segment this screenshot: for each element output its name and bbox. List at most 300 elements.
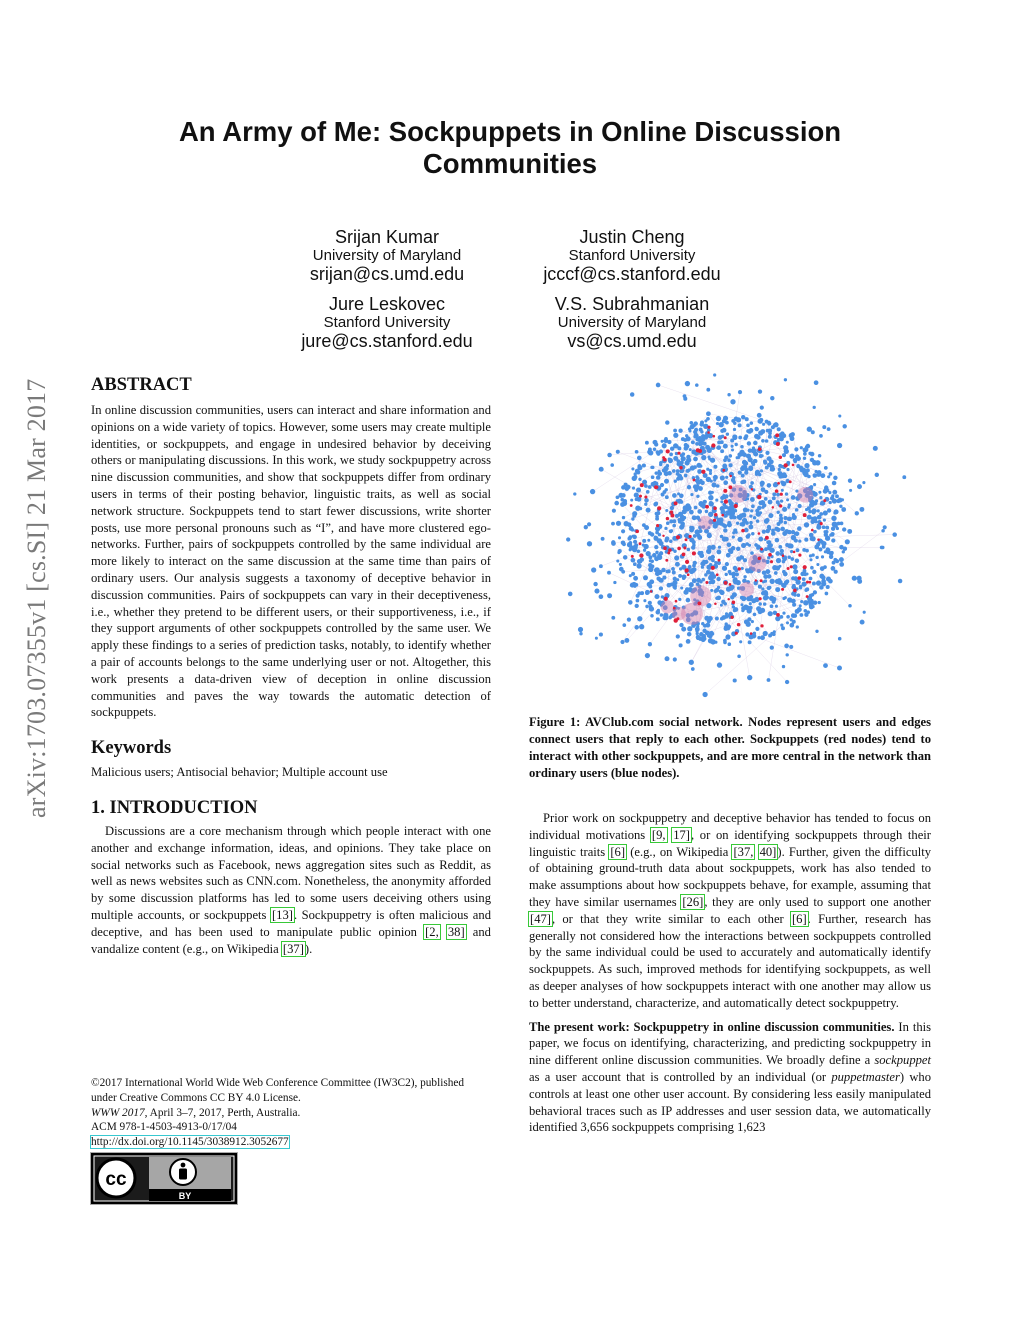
ordinary-user-node (794, 532, 797, 535)
sockpuppet-node (806, 581, 809, 584)
ordinary-user-node (673, 586, 676, 589)
cc-by-license-badge[interactable] (90, 1152, 238, 1205)
ordinary-user-node (768, 527, 771, 530)
cc-by-logo (91, 1153, 237, 1204)
ordinary-user-node (790, 550, 793, 553)
ordinary-user-node (776, 493, 780, 497)
ordinary-user-node (780, 481, 783, 484)
sockpuppet-node (760, 548, 763, 551)
ordinary-user-node (666, 521, 670, 525)
ordinary-user-node (790, 618, 793, 621)
ordinary-user-node (755, 473, 758, 476)
citation-link[interactable]: 38] (447, 924, 465, 939)
ordinary-user-node (857, 579, 862, 584)
sockpuppet-node (758, 557, 761, 560)
ordinary-user-node (732, 592, 737, 597)
ordinary-user-node (824, 466, 828, 470)
ordinary-user-node (811, 430, 815, 434)
ordinary-user-node (699, 464, 702, 467)
ordinary-user-node (815, 499, 818, 502)
ordinary-user-node (632, 535, 635, 538)
sockpuppet-node (657, 506, 661, 510)
ordinary-user-node (741, 603, 744, 606)
ordinary-user-node (689, 448, 692, 451)
citation-link[interactable]: [47] (530, 911, 551, 926)
ordinary-user-node (797, 504, 801, 508)
ordinary-user-node (805, 445, 808, 448)
ordinary-user-node (616, 559, 619, 562)
ordinary-user-node (599, 467, 604, 472)
ordinary-user-node (838, 414, 841, 417)
ordinary-user-node (770, 466, 775, 471)
ordinary-user-node (859, 507, 864, 512)
ordinary-user-node (619, 563, 622, 566)
ordinary-user-node (760, 481, 765, 486)
ordinary-user-node (738, 390, 742, 394)
ordinary-user-node (816, 563, 819, 566)
sockpuppet-node (777, 482, 780, 485)
ordinary-user-node (717, 586, 720, 589)
ordinary-user-node (802, 577, 806, 581)
citation-link[interactable]: [6] (610, 844, 626, 859)
ordinary-user-node (680, 524, 685, 529)
ordinary-user-node (775, 551, 780, 556)
ordinary-user-node (829, 472, 833, 476)
sockpuppet-node (728, 485, 732, 489)
ordinary-user-node (750, 497, 755, 502)
ordinary-user-node (689, 569, 694, 574)
ordinary-user-node (632, 487, 635, 490)
ordinary-user-node (758, 585, 762, 589)
sockpuppet-node (792, 464, 795, 467)
ordinary-user-node (687, 548, 691, 552)
ordinary-user-node (826, 585, 830, 589)
ordinary-user-node (820, 502, 823, 505)
sockpuppet-hub (748, 554, 766, 572)
citation-link[interactable]: [6] (791, 911, 807, 926)
sockpuppet-node (668, 548, 672, 552)
ordinary-user-node (831, 497, 835, 501)
by-label: BY (178, 1191, 192, 1201)
ordinary-user-node (797, 607, 802, 612)
sockpuppet-node (674, 618, 678, 622)
ordinary-user-node (863, 611, 866, 614)
ordinary-user-node (782, 507, 787, 512)
ordinary-user-node (587, 541, 592, 546)
sockpuppet-node (711, 566, 715, 570)
ordinary-user-node (833, 476, 837, 480)
sockpuppet-node (729, 583, 732, 586)
ordinary-user-node (699, 632, 703, 636)
ordinary-user-node (659, 586, 663, 590)
ordinary-user-node (708, 495, 713, 500)
ordinary-user-node (831, 527, 835, 531)
ordinary-user-node (781, 489, 784, 492)
ordinary-user-node (649, 606, 654, 611)
sockpuppet-node (738, 567, 741, 570)
ordinary-user-node (829, 533, 832, 536)
ordinary-user-node (765, 451, 769, 455)
ordinary-user-node (637, 559, 642, 564)
ordinary-user-node (822, 425, 826, 429)
ordinary-user-node (758, 430, 763, 435)
ordinary-user-node (789, 645, 793, 649)
ordinary-user-node (784, 644, 789, 649)
sockpuppet-node (772, 506, 774, 508)
ordinary-user-node (724, 455, 728, 459)
ordinary-user-node (742, 452, 746, 456)
ordinary-user-node (842, 424, 846, 428)
ordinary-user-node (767, 483, 772, 488)
ordinary-user-node (658, 533, 661, 536)
ordinary-user-node (732, 536, 735, 539)
ordinary-user-node (839, 562, 844, 567)
sockpuppet-node (798, 554, 801, 557)
sockpuppet-node (707, 426, 710, 429)
citation-link[interactable]: [37, (733, 844, 754, 859)
ordinary-user-node (812, 582, 816, 586)
ordinary-user-node (655, 471, 659, 475)
ordinary-user-node (656, 383, 661, 388)
ordinary-user-node (796, 625, 799, 628)
sockpuppet-node (779, 456, 783, 460)
ordinary-user-node (873, 446, 878, 451)
ordinary-user-node (715, 499, 718, 502)
citation-link[interactable]: [9, (651, 827, 666, 842)
ordinary-user-node (591, 567, 596, 572)
ordinary-user-node (774, 571, 778, 575)
ordinary-user-node (649, 579, 654, 584)
ordinary-user-node (688, 429, 691, 432)
ordinary-user-node (687, 632, 692, 637)
ordinary-user-node (723, 641, 727, 645)
sockpuppet-node (673, 607, 676, 610)
ordinary-user-node (745, 521, 749, 525)
ordinary-user-node (696, 495, 699, 498)
sockpuppet-node (757, 495, 761, 499)
ordinary-user-node (690, 424, 695, 429)
ordinary-user-node (708, 575, 713, 580)
ordinary-user-node (823, 519, 826, 522)
ordinary-user-node (809, 602, 814, 607)
introduction-heading: 1. INTRODUCTION (91, 797, 258, 818)
author-name: Justin Cheng (579, 227, 685, 247)
ordinary-user-node (767, 544, 771, 548)
sockpuppet-node (806, 595, 809, 598)
ordinary-user-node (754, 543, 758, 547)
ordinary-user-node (607, 453, 612, 458)
ordinary-user-node (731, 448, 734, 451)
sockpuppet-node (667, 552, 670, 555)
ordinary-user-node (654, 545, 658, 549)
ordinary-user-node (804, 522, 809, 527)
ordinary-user-node (703, 442, 707, 446)
sockpuppet-node (781, 588, 784, 591)
ordinary-user-node (765, 439, 769, 443)
ordinary-user-node (618, 536, 621, 539)
ordinary-user-node (599, 632, 603, 636)
ordinary-user-node (723, 416, 728, 421)
ordinary-user-node (662, 443, 667, 448)
ordinary-user-node (773, 422, 778, 427)
citation-link[interactable]: [2, (425, 924, 439, 939)
ordinary-user-node (804, 463, 809, 468)
ordinary-user-node (778, 468, 781, 471)
ordinary-user-node (672, 493, 677, 498)
ordinary-user-node (739, 640, 742, 643)
ordinary-user-node (637, 563, 642, 568)
sockpuppet-node (676, 535, 680, 539)
citation-link[interactable]: [26] (682, 894, 704, 909)
ordinary-user-node (578, 627, 583, 632)
ordinary-user-node (601, 537, 605, 541)
ordinary-user-node (741, 543, 746, 548)
ordinary-user-node (587, 522, 591, 526)
ordinary-user-node (741, 474, 745, 478)
ordinary-user-node (607, 571, 611, 575)
sockpuppet-node (631, 555, 634, 558)
sockpuppet-node (670, 511, 673, 514)
sockpuppet-node (811, 529, 814, 532)
ordinary-user-node (852, 576, 857, 581)
ordinary-user-node (803, 600, 808, 605)
ordinary-user-node (656, 475, 661, 480)
ordinary-user-node (665, 570, 669, 574)
ordinary-user-node (705, 510, 709, 514)
ordinary-user-node (628, 600, 633, 605)
ordinary-user-node (633, 540, 637, 544)
ordinary-user-node (809, 558, 812, 561)
ordinary-user-node (726, 634, 731, 639)
ordinary-user-node (727, 543, 732, 548)
ordinary-user-node (768, 431, 772, 435)
ordinary-user-node (857, 484, 862, 489)
ordinary-user-node (875, 473, 879, 477)
ordinary-user-node (729, 454, 733, 458)
sockpuppet-node (685, 560, 689, 564)
ordinary-user-node (765, 596, 769, 600)
ordinary-user-node (618, 549, 622, 553)
conference-line: WWW 2017, April 3–7, 2017, Perth, Australia. (91, 1106, 301, 1119)
ordinary-user-node (842, 527, 846, 531)
ordinary-user-node (757, 413, 762, 418)
ordinary-user-node (783, 445, 788, 450)
ordinary-user-node (812, 570, 816, 574)
ordinary-user-node (677, 446, 681, 450)
ordinary-user-node (785, 680, 789, 684)
ordinary-user-node (746, 620, 749, 623)
ordinary-user-node (703, 500, 707, 504)
ordinary-user-node (772, 496, 776, 500)
citation-link[interactable]: 17] (673, 827, 690, 842)
ordinary-user-node (710, 458, 715, 463)
ordinary-user-node (679, 476, 684, 481)
ordinary-user-node (716, 422, 719, 425)
ordinary-user-node (813, 530, 816, 533)
ordinary-user-node (633, 576, 638, 581)
ordinary-user-node (618, 493, 623, 498)
sockpuppet-node (750, 632, 753, 635)
ordinary-user-node (678, 429, 682, 433)
ordinary-user-node (677, 462, 681, 466)
ordinary-user-node (631, 558, 636, 563)
ordinary-user-node (662, 490, 666, 494)
sockpuppet-node (729, 475, 731, 477)
ordinary-user-node (630, 583, 635, 588)
ordinary-user-node (770, 396, 774, 400)
ordinary-user-node (720, 449, 724, 453)
sockpuppet-node (696, 448, 700, 452)
ordinary-user-node (692, 515, 697, 520)
ordinary-user-node (803, 472, 808, 477)
ordinary-user-node (674, 555, 679, 560)
ordinary-user-node (825, 592, 829, 596)
citation-link[interactable]: [13] (271, 907, 293, 922)
ordinary-user-node (700, 503, 704, 507)
ordinary-user-node (758, 389, 762, 393)
ordinary-user-node (775, 605, 778, 608)
ordinary-user-node (812, 511, 816, 515)
ordinary-user-node (762, 570, 766, 574)
ordinary-user-node (611, 616, 615, 620)
ordinary-user-node (579, 632, 582, 635)
ordinary-user-node (779, 516, 783, 520)
ordinary-user-node (744, 434, 748, 438)
ordinary-user-node (756, 435, 761, 440)
ordinary-user-node (768, 634, 772, 638)
ordinary-user-node (751, 620, 754, 623)
ordinary-user-node (696, 477, 699, 480)
ordinary-user-node (805, 587, 809, 591)
ordinary-user-node (796, 548, 800, 552)
sockpuppet-node (803, 565, 807, 569)
author-affiliation: University of Maryland (312, 247, 462, 264)
doi-link[interactable]: http://dx.doi.org/10.1145/3038912.3052677 (91, 1136, 289, 1149)
ordinary-user-node (678, 598, 681, 601)
ordinary-user-node (637, 456, 642, 461)
ordinary-user-node (782, 472, 787, 477)
ordinary-user-node (753, 613, 757, 617)
ordinary-user-node (787, 597, 792, 602)
ordinary-user-node (757, 419, 762, 424)
ordinary-user-node (733, 678, 737, 682)
ordinary-user-node (741, 415, 745, 419)
sockpuppet-node (760, 579, 763, 582)
sockpuppet-node (758, 447, 762, 451)
ordinary-user-node (714, 641, 717, 644)
ordinary-user-node (645, 605, 649, 609)
sockpuppet-node (784, 463, 788, 467)
ordinary-user-node (786, 615, 790, 619)
ordinary-user-node (776, 558, 781, 563)
ordinary-user-node (725, 573, 728, 576)
ordinary-user-node (717, 440, 721, 444)
sockpuppet-node (775, 433, 779, 437)
sockpuppet-hub (739, 582, 754, 597)
ordinary-user-node (679, 643, 683, 647)
sockpuppet-node (724, 436, 727, 439)
sockpuppet-node (705, 505, 709, 509)
ordinary-user-node (761, 439, 765, 443)
ordinary-user-node (758, 602, 761, 605)
ordinary-user-node (722, 566, 725, 569)
ordinary-user-node (700, 422, 704, 426)
ordinary-user-node (708, 556, 712, 560)
ordinary-user-node (624, 483, 628, 487)
ordinary-user-node (855, 511, 859, 515)
citation-link[interactable]: 40] (759, 844, 777, 859)
ordinary-user-node (806, 610, 810, 614)
ordinary-user-node (622, 623, 626, 627)
ordinary-user-node (797, 526, 802, 531)
ordinary-user-node (703, 424, 708, 429)
ordinary-user-node (661, 595, 664, 598)
sockpuppet-hub (797, 487, 813, 503)
ordinary-user-node (642, 544, 645, 547)
ordinary-user-node (671, 567, 675, 571)
ordinary-user-node (818, 454, 822, 458)
ordinary-user-node (883, 525, 887, 529)
ordinary-user-node (839, 557, 844, 562)
ordinary-user-node (824, 533, 828, 537)
ordinary-user-node (837, 443, 842, 448)
ordinary-user-node (691, 667, 695, 671)
sockpuppet-node (793, 551, 796, 554)
ordinary-user-node (720, 535, 723, 538)
ordinary-user-node (659, 461, 663, 465)
ordinary-user-node (784, 378, 787, 381)
ordinary-user-node (616, 521, 621, 526)
ordinary-user-node (751, 532, 754, 535)
sockpuppet-node (724, 581, 728, 585)
ordinary-user-node (724, 626, 729, 631)
copyright-footnote (91, 1076, 491, 1150)
citation-link[interactable]: [37] (282, 941, 304, 956)
ordinary-user-node (755, 627, 759, 631)
ordinary-user-node (802, 582, 807, 587)
author-name: Jure Leskovec (328, 294, 446, 314)
ordinary-user-node (686, 598, 691, 603)
ordinary-user-node (624, 521, 629, 526)
ordinary-user-node (664, 437, 668, 441)
ordinary-user-node (656, 576, 661, 581)
ordinary-user-node (782, 612, 785, 615)
ordinary-user-node (777, 427, 781, 431)
ordinary-user-node (847, 529, 852, 534)
ordinary-user-node (694, 432, 698, 436)
ordinary-user-node (799, 604, 802, 607)
ordinary-user-node (726, 587, 731, 592)
ordinary-user-node (768, 586, 772, 590)
ordinary-user-node (679, 623, 683, 627)
sockpuppet-node (722, 469, 725, 472)
ordinary-user-node (760, 635, 765, 640)
ordinary-user-node (686, 455, 690, 459)
ordinary-user-node (760, 405, 764, 409)
ordinary-user-node (819, 512, 823, 516)
ordinary-user-node (670, 506, 674, 510)
ordinary-user-node (821, 579, 826, 584)
ordinary-user-node (827, 508, 831, 512)
author-block (257, 227, 517, 285)
ordinary-user-node (737, 452, 742, 457)
ordinary-user-node (684, 474, 688, 478)
ordinary-user-node (650, 560, 654, 564)
social-network-graph (548, 370, 938, 700)
ordinary-user-node (635, 498, 638, 501)
sockpuppet-node (779, 504, 782, 507)
ordinary-user-node (770, 645, 774, 649)
